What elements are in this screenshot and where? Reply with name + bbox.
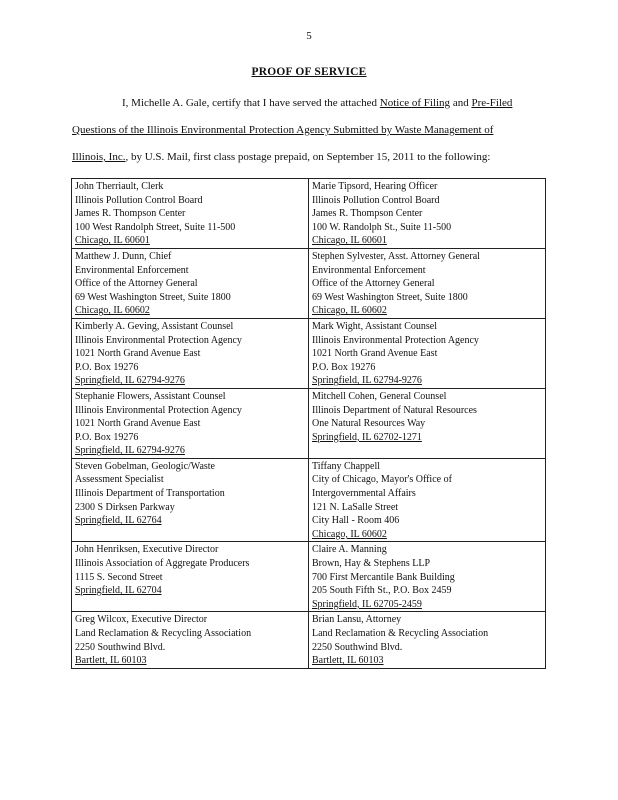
address-line: Illinois Department of Transportation: [75, 488, 225, 500]
address-line: Springfield, IL 62702-1271: [312, 431, 422, 443]
address-line: 69 West Washington Street, Suite 1800: [75, 291, 231, 303]
table-row: [72, 318, 546, 388]
service-list-table: [71, 178, 546, 669]
address-block-left: [72, 318, 309, 388]
address-block-right: [309, 458, 546, 542]
address-line: Tiffany Chappell: [312, 460, 381, 472]
address-line: Illinois Association of Aggregate Producers: [75, 558, 250, 570]
address-line: P.O. Box 19276: [312, 361, 376, 373]
address-line: 1115 S. Second Street: [75, 571, 163, 583]
address-line: John Henriksen, Executive Director: [75, 544, 219, 556]
address-line: John Therriault, Clerk: [75, 181, 164, 192]
address-line: Springfield, IL 62794-9276: [75, 445, 185, 457]
intro-text: , by U.S. Mail, first class postage prepaid, on September 15, 2011 to the following:: [125, 151, 491, 163]
address-line: Illinois Department of Natural Resources: [312, 404, 477, 416]
notice-of-filing-ref: Notice of Filing: [379, 97, 451, 109]
intro-line-2: [72, 124, 552, 136]
address-line: Mitchell Cohen, General Counsel: [312, 390, 447, 402]
address-line: 121 N. LaSalle Street: [312, 501, 399, 513]
address-line: 1021 North Grand Avenue East: [75, 418, 201, 430]
address-line: 1021 North Grand Avenue East: [75, 348, 201, 360]
table-row: [72, 458, 546, 542]
address-line: James R. Thompson Center: [312, 208, 423, 220]
address-line: Greg Wilcox, Executive Director: [75, 614, 208, 626]
page-title: PROOF OF SERVICE: [251, 66, 367, 78]
address-block-right: [309, 179, 546, 249]
address-line: Matthew J. Dunn, Chief: [75, 250, 172, 262]
page-number: 5: [306, 30, 312, 42]
address-block-left: [72, 388, 309, 458]
address-block-left: [72, 179, 309, 249]
address-line: Illinois Environmental Protection Agency: [75, 334, 242, 346]
intro-text: I, Michelle A. Gale, certify that I have served the attached: [122, 97, 380, 109]
address-line: Office of the Attorney General: [312, 278, 435, 290]
address-line: Bartlett, IL 60103: [75, 655, 147, 667]
address-line: Land Reclamation & Recycling Association: [312, 628, 489, 639]
address-line: Land Reclamation & Recycling Association: [75, 628, 252, 639]
address-block-right: [309, 318, 546, 388]
pre-filed-ref: Pre-Filed: [471, 97, 513, 109]
address-line: Illinois Environmental Protection Agency: [312, 334, 479, 346]
address-line: Chicago, IL 60601: [312, 235, 387, 247]
address-line: 2250 Southwind Blvd.: [75, 641, 166, 653]
questions-ref: Questions of the Illinois Environmental Protection Agency Submitted by Waste Management of: [72, 124, 494, 136]
address-line: Stephanie Flowers, Assistant Counsel: [75, 390, 226, 402]
address-line: Kimberly A. Geving, Assistant Counsel: [75, 320, 234, 332]
address-block-left: [72, 248, 309, 318]
address-block-left: [72, 458, 309, 542]
address-line: Office of the Attorney General: [75, 278, 198, 290]
address-line: Illinois Pollution Control Board: [312, 194, 440, 206]
table-row: [72, 542, 546, 612]
address-line: James R. Thompson Center: [75, 208, 186, 220]
address-line: City Hall - Room 406: [312, 515, 400, 527]
address-line: Brian Lansu, Attorney: [312, 614, 402, 626]
address-line: Chicago, IL 60602: [75, 305, 150, 317]
address-line: Springfield, IL 62794-9276: [75, 375, 185, 387]
address-line: One Natural Resources Way: [312, 418, 426, 430]
address-line: City of Chicago, Mayor's Office of: [312, 474, 452, 486]
address-line: 100 W. Randolph St., Suite 11-500: [312, 221, 452, 233]
address-line: Chicago, IL 60602: [312, 305, 387, 317]
address-line: Illinois Pollution Control Board: [75, 194, 203, 206]
table-row: [72, 179, 546, 249]
illinois-inc-ref: Illinois, Inc.: [72, 151, 126, 163]
intro-text: and: [450, 97, 472, 109]
service-list-body: [72, 179, 546, 669]
table-row: [72, 612, 546, 668]
address-line: Claire A. Manning: [312, 544, 387, 556]
address-line: Bartlett, IL 60103: [312, 655, 384, 667]
address-line: 1021 North Grand Avenue East: [312, 348, 438, 360]
address-line: 100 West Randolph Street, Suite 11-500: [75, 221, 236, 233]
intro-line-1: [122, 97, 552, 109]
address-line: Springfield, IL 62764: [75, 515, 162, 527]
address-block-right: [309, 542, 546, 612]
address-line: Marie Tipsord, Hearing Officer: [312, 181, 438, 192]
address-line: 700 First Mercantile Bank Building: [312, 571, 455, 583]
address-line: Environmental Enforcement: [312, 264, 426, 276]
address-line: Chicago, IL 60601: [75, 235, 150, 247]
address-line: Springfield, IL 62704: [75, 585, 162, 597]
address-block-left: [72, 612, 309, 668]
address-line: Mark Wight, Assistant Counsel: [312, 320, 437, 332]
address-line: Brown, Hay & Stephens LLP: [312, 558, 431, 570]
address-line: 2250 Southwind Blvd.: [312, 641, 403, 653]
table-row: [72, 248, 546, 318]
address-line: Stephen Sylvester, Asst. Attorney General: [312, 250, 480, 262]
address-block-right: [309, 248, 546, 318]
address-line: Springfield, IL 62705-2459: [312, 598, 422, 610]
address-line: Springfield, IL 62794-9276: [312, 375, 422, 387]
address-line: Assessment Specialist: [75, 474, 164, 486]
address-line: Chicago, IL 60602: [312, 528, 387, 540]
table-row: [72, 388, 546, 458]
address-line: P.O. Box 19276: [75, 361, 139, 373]
address-line: Steven Gobelman, Geologic/Waste: [75, 460, 215, 472]
intro-line-3: [72, 151, 552, 163]
address-line: 69 West Washington Street, Suite 1800: [312, 291, 468, 303]
address-line: P.O. Box 19276: [75, 431, 139, 443]
address-line: 2300 S Dirksen Parkway: [75, 501, 175, 513]
address-line: Intergovernmental Affairs: [312, 488, 416, 500]
address-block-right: [309, 388, 546, 458]
address-line: Illinois Environmental Protection Agency: [75, 404, 242, 416]
address-block-right: [309, 612, 546, 668]
address-block-left: [72, 542, 309, 612]
address-line: 205 South Fifth St., P.O. Box 2459: [312, 585, 452, 597]
address-line: Environmental Enforcement: [75, 264, 189, 276]
